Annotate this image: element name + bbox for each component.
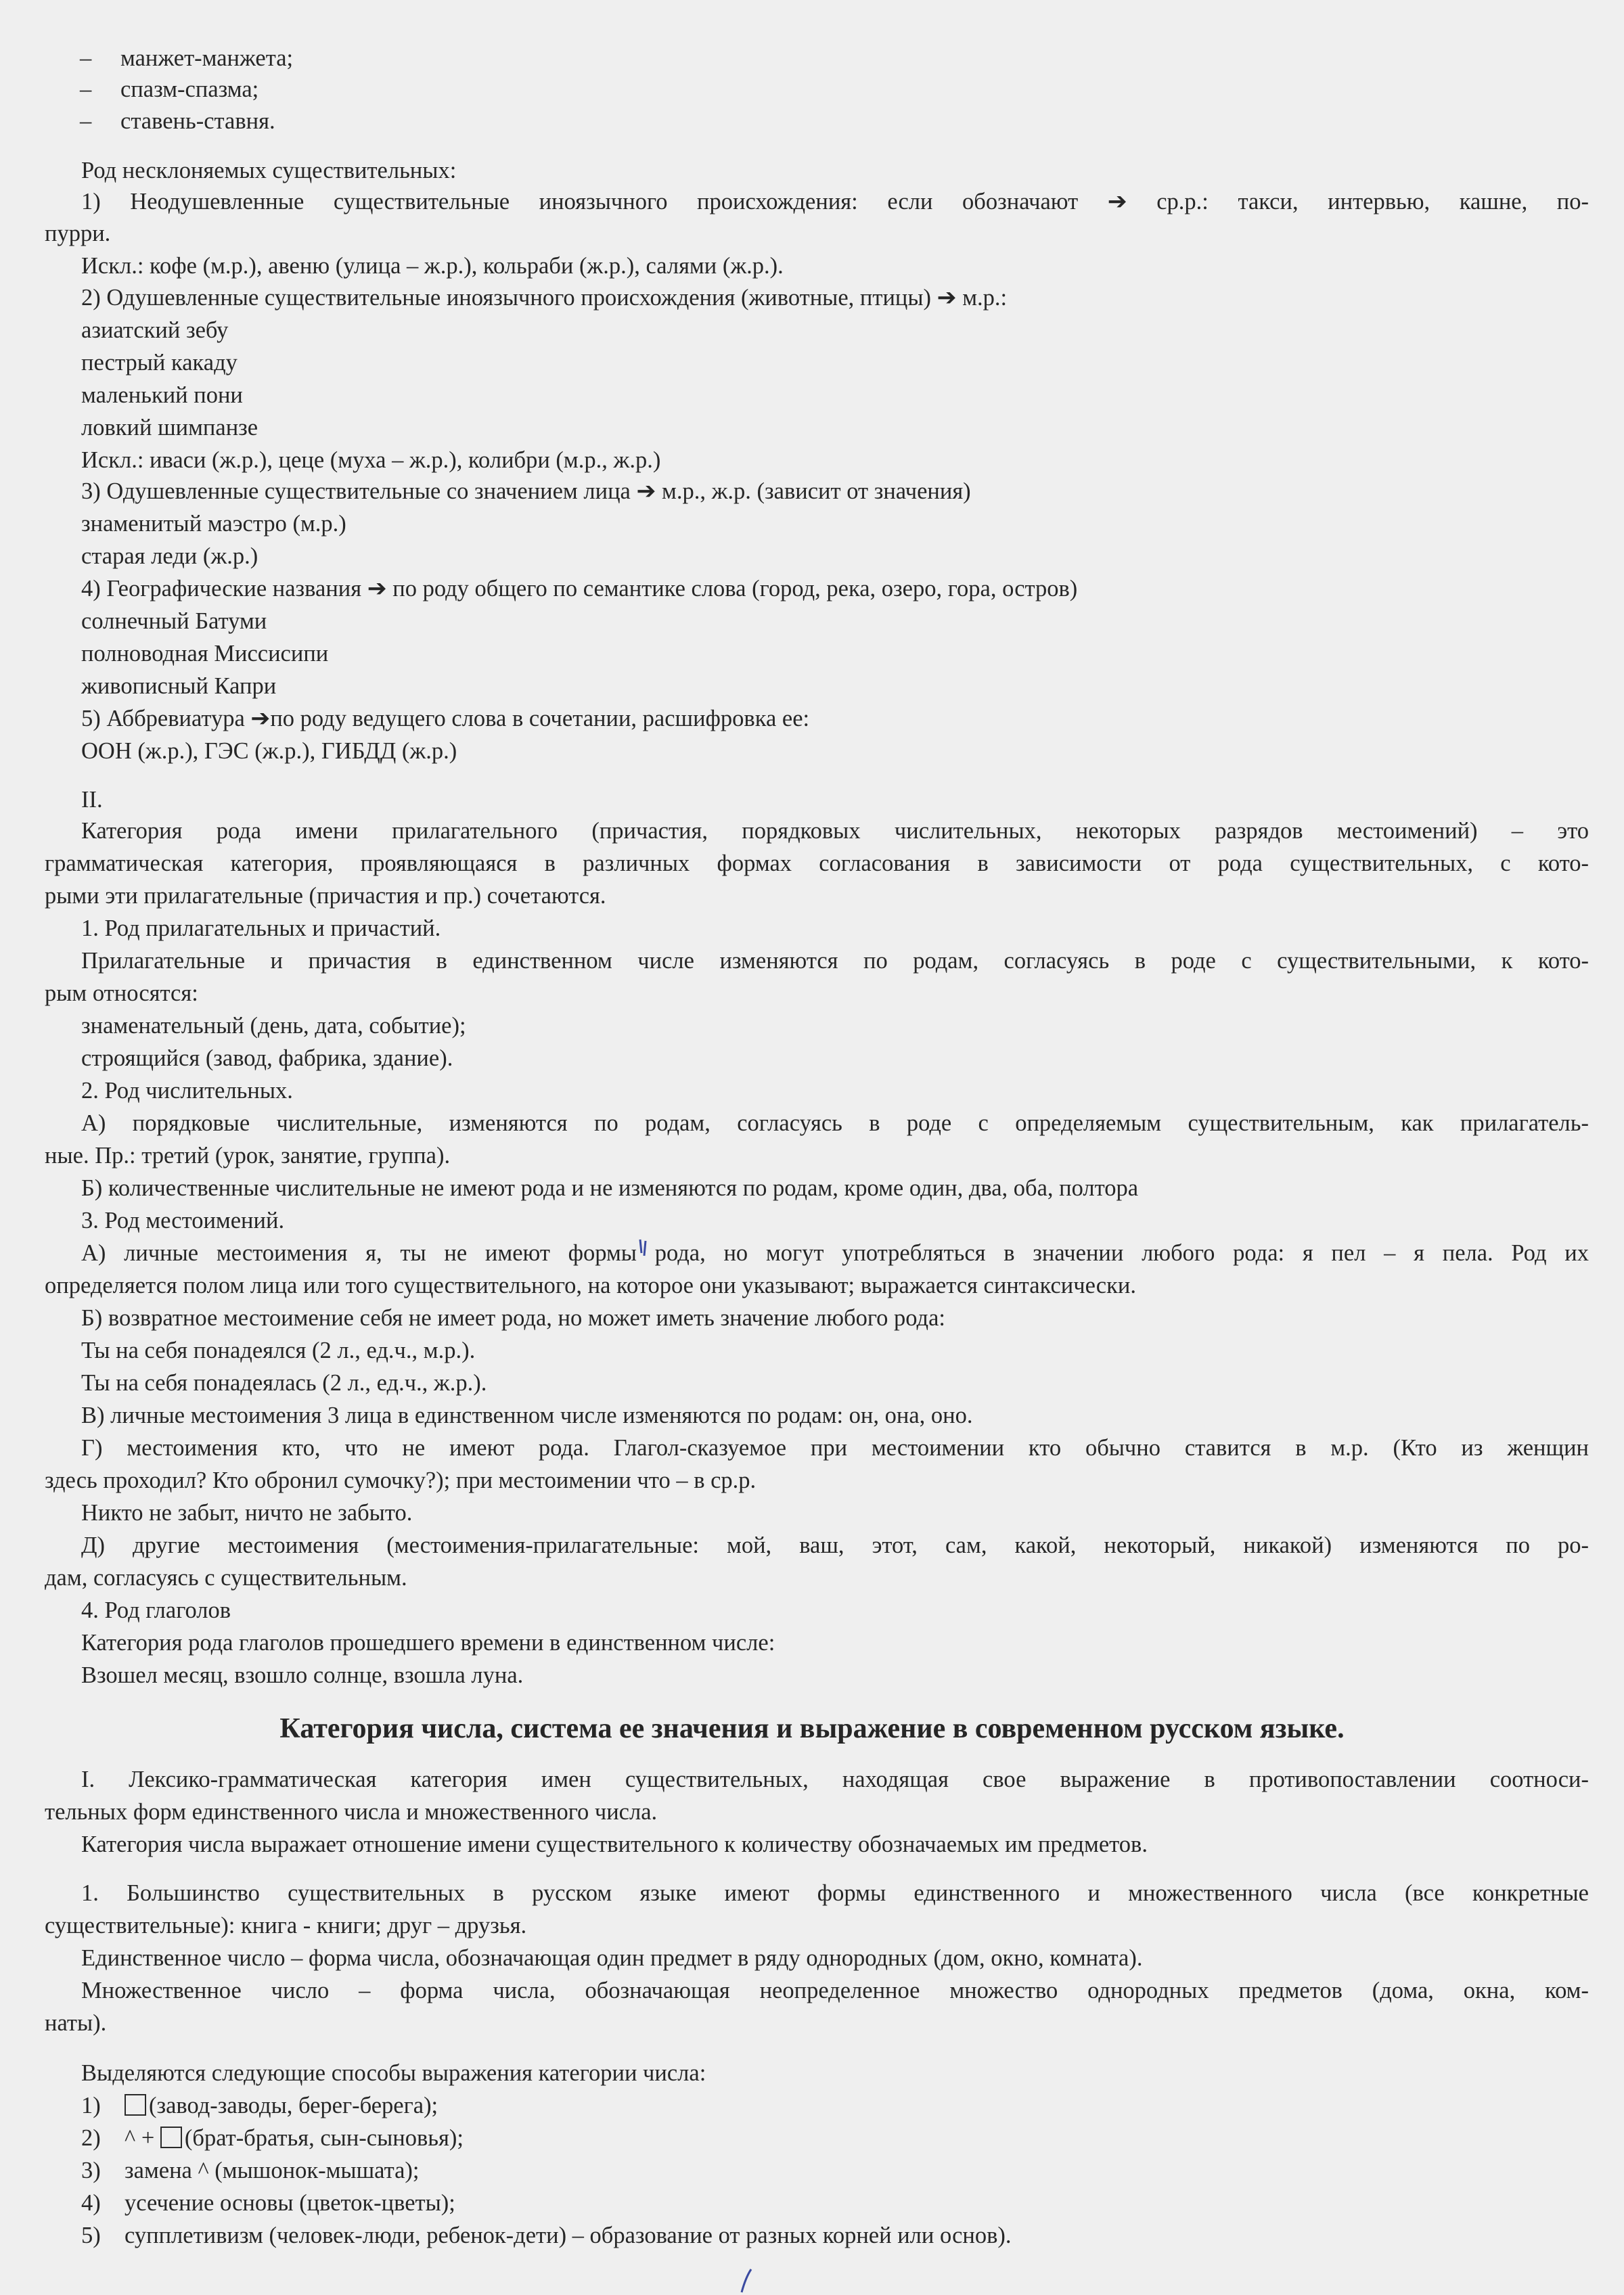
paragraph-line: 4) Географические названия ➔ по роду общего по семантике слова (город, река, озеро, гора, остров) xyxy=(81,576,1078,601)
empty-box-symbol xyxy=(160,2127,182,2148)
pen-mark xyxy=(742,2269,751,2292)
example-line: знаменитый маэстро (м.р.) xyxy=(81,511,346,537)
paragraph-line: Б) возвратное местоимение себя не имеет рода, но может иметь значение любого рода: xyxy=(81,1305,945,1331)
example-line: Взошел месяц, взошло солнце, взошла луна. xyxy=(81,1662,524,1688)
paragraph-line: В) личные местоимения 3 лица в единственном числе изменяются по родам: он, она, оно. xyxy=(81,1403,973,1428)
paragraph-line: А) порядковые числительные, изменяются по родам, согласуясь в роде с определяемым существительным, как прилагатель- xyxy=(81,1110,1589,1136)
paragraph-line: наты). xyxy=(45,2010,107,2036)
dash-list-item: – ставень-ставня. xyxy=(80,108,275,134)
paragraph-line: Категория числа выражает отношение имени существительного к количеству обозначаемых им предметов. xyxy=(81,1832,1148,1857)
example-line: пестрый какаду xyxy=(81,350,238,376)
paragraph-line: тельных форм единственного числа и множественного числа. xyxy=(45,1799,658,1825)
empty-box-symbol xyxy=(125,2094,146,2116)
paragraph-line: Категория рода глаголов прошедшего времени в единственном числе: xyxy=(81,1630,775,1656)
paragraph-line: определяется полом лица или того существительного, на которое они указывают; выражается синтаксически. xyxy=(45,1273,1136,1298)
paragraph-line: I. Лексико-грамматическая категория имен существительных, находящая свое выражение в противопоставлении соотноси- xyxy=(81,1767,1589,1792)
paragraph-line: рыми эти прилагательные (причастия и пр.) сочетаются. xyxy=(45,883,606,909)
paragraph-line: Прилагательные и причастия в единственном числе изменяются по родам, согласуясь в роде с существительными, к кото- xyxy=(81,948,1589,974)
paragraph-line: Г) местоимения кто, что не имеют рода. Глагол-сказуемое при местоимении кто обычно ставится в м.р. (Кто из женщин xyxy=(81,1435,1589,1461)
example-line: ловкий шимпанзе xyxy=(81,415,258,440)
paragraph-line: ные. Пр.: третий (урок, занятие, группа). xyxy=(45,1143,451,1168)
example-line: Ты на себя понадеялась (2 л., ед.ч., ж.р.). xyxy=(81,1370,487,1396)
example-line: полноводная Миссисипи xyxy=(81,641,329,666)
paragraph-line: Категория рода имени прилагательного (причастия, порядковых числительных, некоторых разрядов местоимений) – это xyxy=(81,818,1589,844)
paragraph-line: Выделяются следующие способы выражения категории числа: xyxy=(81,2060,706,2086)
paragraph-line: 2) Одушевленные существительные иноязычного происхождения (животные, птицы) ➔ м.р.: xyxy=(81,285,1008,311)
example-line: знаменательный (день, дата, событие); xyxy=(81,1013,466,1039)
paragraph-line: рым относятся: xyxy=(45,980,198,1006)
paragraph-line: пурри. xyxy=(45,221,111,246)
example-line: ООН (ж.р.), ГЭС (ж.р.), ГИБДД (ж.р.) xyxy=(81,738,457,764)
example-line: Никто не забыт, ничто не забыто. xyxy=(81,1500,413,1526)
subsection-title: 3. Род местоимений. xyxy=(81,1208,285,1233)
paragraph-line: Множественное число – форма числа, обозначающая неопределенное множество однородных предметов (дома, окна, ком- xyxy=(81,1978,1589,2003)
paragraph-line: Д) другие местоимения (местоимения-прилагательные: мой, ваш, этот, сам, какой, некоторый, никакой) изменяются по ро- xyxy=(81,1532,1589,1558)
section-numeral: II. xyxy=(81,787,103,813)
paragraph-line: Б) количественные числительные не имеют рода и не изменяются по родам, кроме один, два, оба, полтора xyxy=(81,1175,1139,1201)
exception-line: Искл.: иваси (ж.р.), цеце (муха – ж.р.), колибри (м.р., ж.р.) xyxy=(81,447,661,473)
dash-list-item: – спазм-спазма; xyxy=(80,76,259,102)
paragraph-line: существительные): книга - книги; друг – друзья. xyxy=(45,1913,527,1938)
paragraph-line: дам, согласуясь с существительным. xyxy=(45,1565,407,1591)
paragraph-line: грамматическая категория, проявляющаяся в различных формах согласования в зависимости от рода существительных, с кото- xyxy=(45,850,1589,876)
example-line: солнечный Батуми xyxy=(81,608,267,634)
paragraph-line: 1. Большинство существительных в русском языке имеют формы единственного и множественного числа (все конкретные xyxy=(81,1880,1589,1906)
example-line: Ты на себя понадеялся (2 л., ед.ч., м.р.). xyxy=(81,1338,476,1363)
paragraph-line: здесь проходил? Кто обронил сумочку?); при местоимении что – в ср.р. xyxy=(45,1468,757,1493)
dash-list-item: – манжет-манжета; xyxy=(80,45,294,71)
paragraph-line: 3) Одушевленные существительные со значением лица ➔ м.р., ж.р. (зависит от значения) xyxy=(81,478,971,504)
subsection-title: 2. Род числительных. xyxy=(81,1078,293,1104)
example-line: азиатский зебу xyxy=(81,317,229,343)
document-page: – манжет-манжета; – спазм-спазма; – ставень-ставня. Род несклоняемых существительных: 1) Неодушевленные существительные иноязычного происхождения: если обозначают ➔ ср.р.: такси, интервью, кашне, по- пурри. Искл.: кофе (м.р.), авеню (улица – ж.р.), кольраби (ж.р.), салями (ж.р.). 2) Одушевленные существительные иноязычного происхождения (животные, птицы) ➔ м.р.: азиатский зебу пестрый какаду маленький пони ловкий шимпанзе Искл.: иваси (ж.р.), цеце (муха – ж.р.), колибри (м.р., ж.р.) 3) Одушевленные существительные со значением лица ➔ м.р., ж.р. (зависит от значения) знаменитый маэстро (м.р.) старая леди (ж.р.) 4) Географические названия ➔ по роду общего по семантике слова (город, река, озеро, гора, остров) солнечный Батуми полноводная Миссисипи живописный Капри 5) Аббревиатура ➔по роду ведущего слова в сочетании, расшифровка ее: ООН (ж.р.), ГЭС (ж.р.), ГИБДД (ж.р.) II. Категория рода имени прилагательного (причастия, порядковых числительных, некоторых разрядов местоимений) – это грамматическая категория, проявляющаяся в различных формах согласования в зависимости от рода существительных, с кото- рыми эти прилагательные (причастия и пр.) сочетаются. 1. Род прилагательных и причастий. Прилагательные и причастия в единственном числе изменяются по родам, согласуясь в роде с существительными, к кото- рым относятся: знаменательный (день, дата, событие); строящийся (завод, фабрика, здание). 2. Род числительных. А) порядковые числительные, изменяются по родам, согласуясь в роде с определяемым существительным, как прилагатель- ные. Пр.: третий (урок, занятие, группа). Б) количественные числительные не имеют рода и не изменяются по родам, кроме один, два, оба, полтора 3. Род местоимений. А) личные местоимения я, ты не имеют формы рода, но могут употребляться в значении любого рода: я пел – я пела. Род их определяется полом лица или того существительного, на которое они указывают; выражается синтаксически. Б) возвратное местоимение себя не имеет рода, но может иметь значение любого рода: Ты на себя понадеялся (2 л., ед.ч., м.р.). Ты на себя понадеялась (2 л., ед.ч., ж.р.). В) личные местоимения 3 лица в единственном числе изменяются по родам: он, она, оно. Г) местоимения кто, что не имеют рода. Глагол-сказуемое при местоимении кто обычно ставится в м.р. (Кто из женщин здесь проходил? Кто обронил сумочку?); при местоимении что – в ср.р. Никто не забыт, ничто не забыто. Д) другие местоимения (местоимения-прилагательные: мой, ваш, этот, сам, какой, некоторый, никакой) изменяются по ро- дам, согласуясь с существительным. 4. Род глаголов Категория рода глаголов прошедшего времени в единственном числе: Взошел месяц, взошло солнце, взошла луна. Категория числа, система ее значения и выражение в современном русском языке. I. Лексико-грамматическая категория имен существительных, находящая свое выражение в противопоставлении соотноси- тельных форм единственного числа и множественного числа. Категория числа выражает отношение имени существительного к количеству обозначаемых им предметов. 1. Большинство существительных в русском языке имеют формы единственного и множественного числа (все конкретные существительные): книга - книги; друг – друзья. Единственное число – форма числа, обозначающая один предмет в ряду однородных (дом, окно, комната). Множественное число – форма числа, обозначающая неопределенное множество однородных предметов (дома, окна, ком- наты). Выделяются следующие способы выражения категории числа: 1) (завод-заводы, берег-берега); 2) ^ + (брат-братья, сын-сыновья); 3) замена ^ (мышонок-мышата); 4) усечение основы (цветок-цветы); 5) супплетивизм (человек-люди, ребенок-дети) – образование от разных корней или основ). xyxy=(0,0,1624,2295)
paragraph-line: А) личные местоимения я, ты не имеют формы рода, но могут употребляться в значении любого рода: я пел – я пела. Род их xyxy=(81,1240,1589,1266)
example-line: строящийся (завод, фабрика, здание). xyxy=(81,1045,453,1071)
subsection-title: 4. Род глаголов xyxy=(81,1597,231,1623)
paragraph-line: Единственное число – форма числа, обозначающая один предмет в ряду однородных (дом, окно, комната). xyxy=(81,1945,1143,1971)
example-line: маленький пони xyxy=(81,382,243,408)
example-line: живописный Капри xyxy=(81,673,277,699)
example-line: старая леди (ж.р.) xyxy=(81,543,258,569)
paragraph-line: 5) Аббревиатура ➔по роду ведущего слова в сочетании, расшифровка ее: xyxy=(81,706,810,731)
section-title: Категория числа, система ее значения и выражение в современном русском языке. xyxy=(279,1713,1345,1744)
subsection-title: 1. Род прилагательных и причастий. xyxy=(81,915,441,941)
paragraph-line: 1) Неодушевленные существительные иноязычного происхождения: если обозначают ➔ ср.р.: такси, интервью, кашне, по- xyxy=(81,189,1589,214)
section-heading: Род несклоняемых существительных: xyxy=(81,158,457,183)
exception-line: Искл.: кофе (м.р.), авеню (улица – ж.р.), кольраби (ж.р.), салями (ж.р.). xyxy=(81,253,784,279)
